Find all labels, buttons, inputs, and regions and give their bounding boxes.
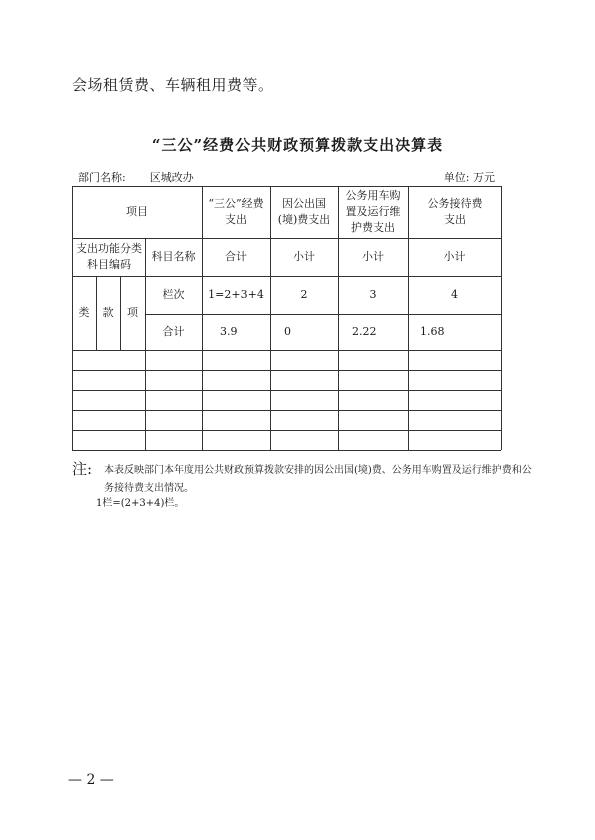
code-kuan: 款 — [102, 306, 114, 319]
row-total-c3: 2.22 — [352, 325, 377, 338]
table-title: “三公”经费公共财政预算拨款支出决算表 — [151, 136, 444, 154]
row-column-number-label: 栏次 — [162, 288, 185, 301]
formula-note: 1栏=(2+3+4)栏。 — [96, 498, 185, 509]
header-vehicle: 公务用车购置及运行维护费支出 — [345, 189, 401, 234]
row-total-c1: 3.9 — [220, 325, 238, 338]
subheader-subtotal-3: 小计 — [443, 250, 466, 263]
unit-label: 单位: 万元 — [443, 171, 495, 184]
subheader-subtotal-1: 小计 — [293, 250, 315, 263]
header-reception: 公务接待费支出 — [427, 197, 483, 226]
note-text: 本表反映部门本年度用公共财政预算拨款安排的因公出国(境)费、公务用车购置及运行维护费和公务接待费支出情况。 — [104, 465, 532, 494]
header-overseas: 因公出国(境)费支出 — [277, 197, 331, 226]
department-value: 区城改办 — [149, 171, 194, 184]
subheader-total: 合计 — [225, 250, 247, 263]
subheader-subject-name: 科目名称 — [151, 250, 196, 263]
row-total-label: 合计 — [162, 325, 185, 338]
row-column-number-c4: 4 — [451, 288, 458, 301]
row-total-c4: 1.68 — [420, 325, 445, 338]
intro-text: 会场租赁费、车辆租用费等。 — [72, 76, 274, 94]
subheader-subtotal-2: 小计 — [362, 250, 384, 263]
row-column-number-c1: 1=2+3+4 — [208, 288, 264, 301]
code-lei: 类 — [78, 306, 90, 319]
page-number: — 2 — — [68, 772, 114, 788]
subheader-func-code: 支出功能分类科目编码 — [76, 242, 142, 271]
department-label: 部门名称: — [78, 171, 126, 184]
code-xiang: 项 — [127, 306, 138, 319]
row-column-number-c3: 3 — [369, 288, 377, 301]
row-column-number-c2: 2 — [300, 288, 308, 301]
header-project: 项目 — [126, 205, 148, 218]
note-label: 注: — [72, 460, 93, 478]
header-total: “三公”经费支出 — [208, 197, 264, 226]
row-total-c2: 0 — [284, 325, 291, 338]
